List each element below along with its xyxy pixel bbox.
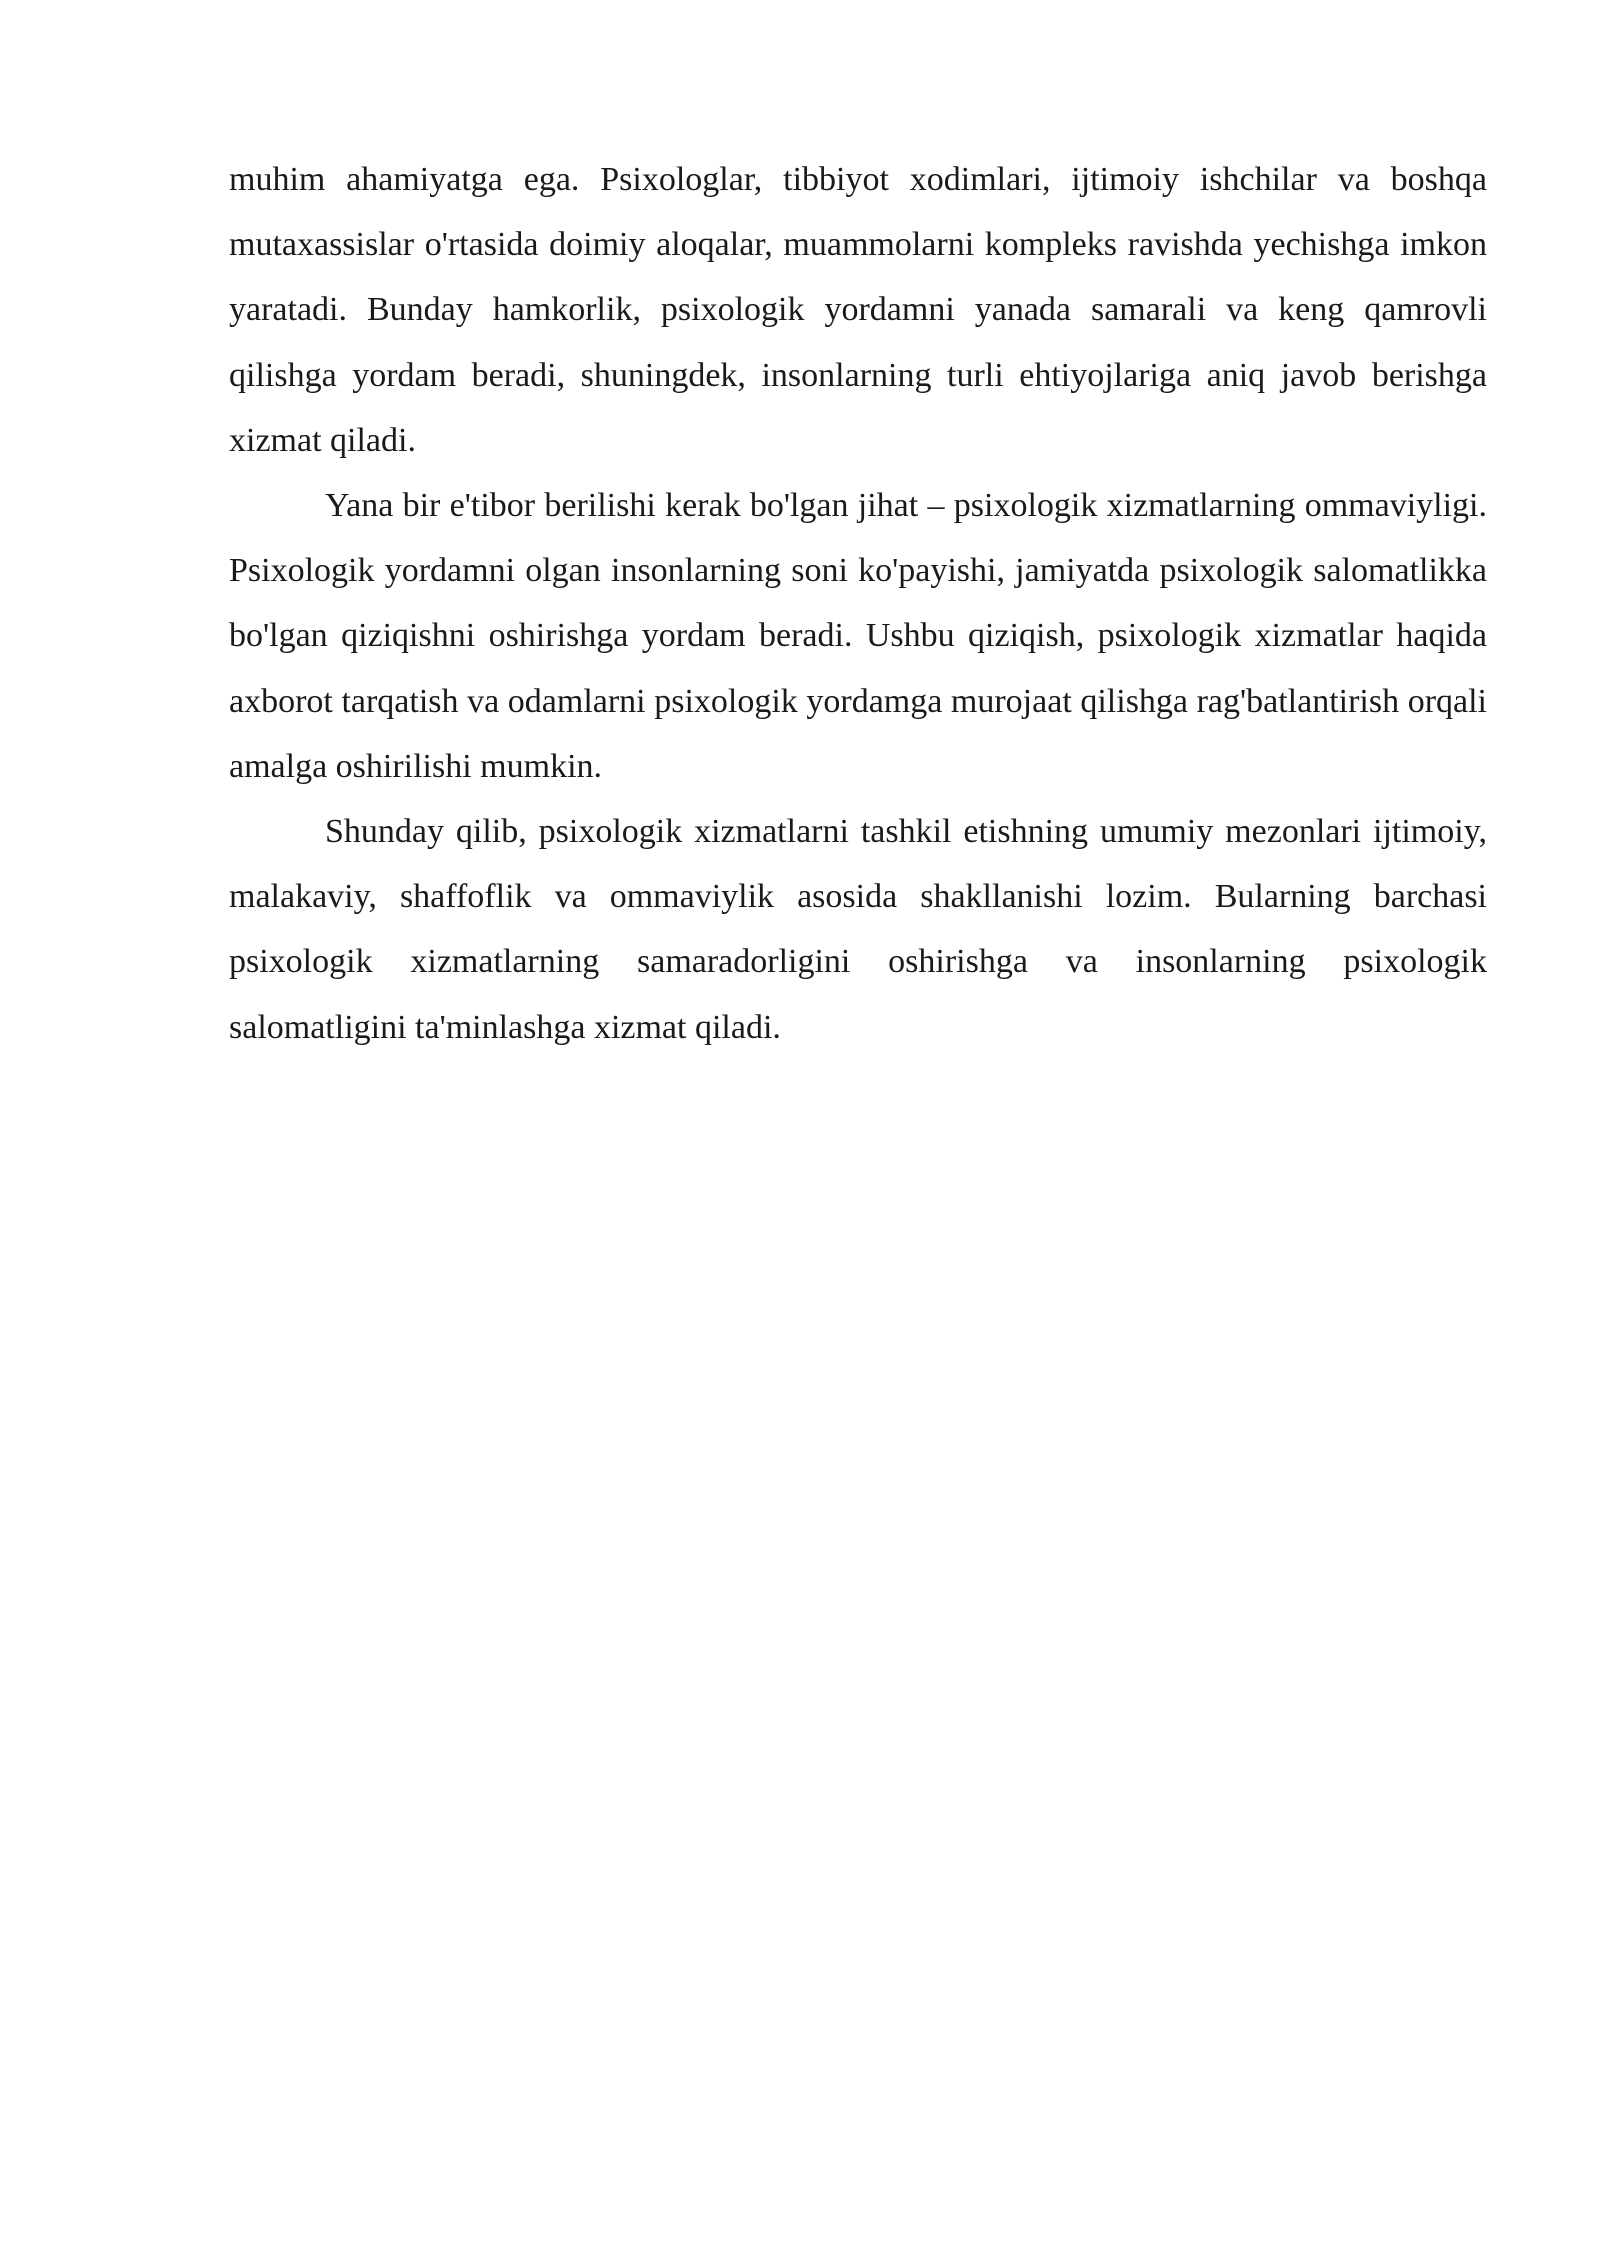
document-body bbox=[229, 147, 1487, 1060]
paragraph-public-access: Yana bir e'tibor berilishi kerak bo'lgan jihat – psixologik xizmatlarning ommaviyligi. Psixologik yordamni olgan insonlarning soni ko'payishi, jamiyatda psixologik salomatlikka bo'lgan qiziqishni oshirishga yordam beradi. Ushbu qiziqish, psixologik xizmatlar haqida axborot tarqatish va odamlarni psixologik yordamga murojaat qilishga rag'batlantirish orqali amalga oshirilishi mumkin. bbox=[229, 487, 1487, 785]
paragraph-conclusion: Shunday qilib, psixologik xizmatlarni tashkil etishning umumiy mezonlari ijtimoiy, malakaviy, shaffoflik va ommaviylik asosida shakllanishi lozim. Bularning barchasi psixologik xizmatlarning samaradorligini oshirishga va insonlarning psixologik salomatligini ta'minlashga xizmat qiladi. bbox=[229, 813, 1487, 1046]
paragraph-continuation: muhim ahamiyatga ega. Psixologlar, tibbiyot xodimlari, ijtimoiy ishchilar va boshqa mutaxassislar o'rtasida doimiy aloqalar, muammolarni kompleks ravishda yechishga imkon yaratadi. Bunday hamkorlik, psixologik yordamni yanada samarali va keng qamrovli qilishga yordam beradi, shuningdek, insonlarning turli ehtiyojlariga aniq javob berishga xizmat qiladi. bbox=[229, 161, 1487, 459]
